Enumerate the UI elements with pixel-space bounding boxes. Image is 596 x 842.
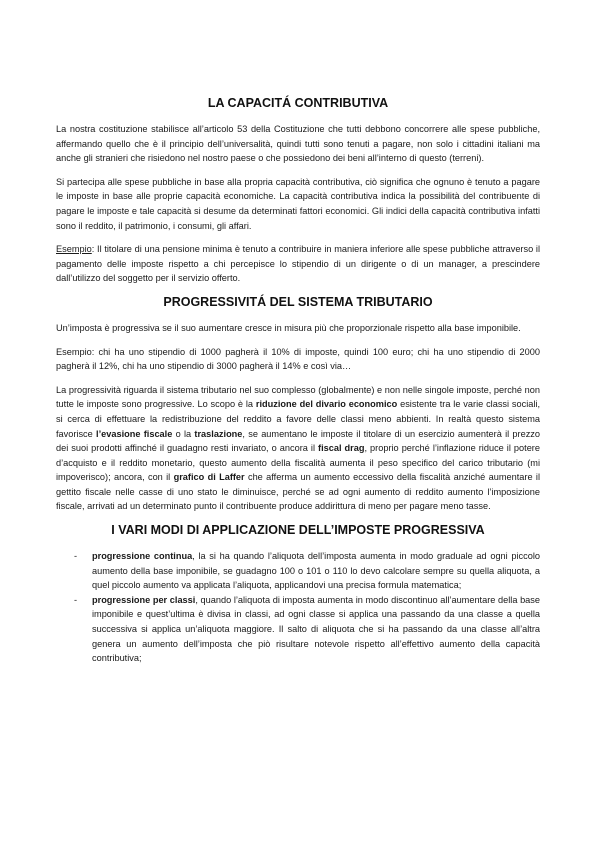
bold-term-laffer: grafico di Laffer bbox=[173, 472, 245, 483]
section-heading-progressivita: PROGRESSIVITÁ DEL SISTEMA TRIBUTARIO bbox=[163, 294, 433, 309]
list-item bbox=[56, 593, 540, 666]
bold-term-divario: riduzione del divario economico bbox=[255, 399, 398, 410]
list-item bbox=[56, 549, 540, 593]
text-run: , se aumentano le imposte il titolare di un esercizio aumenterà il prezzo dei suoi prodotti affinché il guadagno resti invariato, o ancora il bbox=[56, 428, 540, 454]
paragraph-esempio-pensione bbox=[56, 242, 540, 286]
text-run: che afferma un aumento eccessivo della fiscalità anziché aumentare il gettito fiscale nelle casse di uno stato le diminuisce, perché se ad ogni aumento di reddito aumento l’imposizione fiscale, arrivati ad un determinato punto il contribuente produce addirittura di meno per pagare meno tasse. bbox=[56, 472, 540, 512]
bold-term-evasione: l’evasione fiscale bbox=[96, 428, 173, 439]
text-run: La progressività riguarda il sistema tributario nel suo complesso (globalmente) e non nelle singole imposte, perché non tutte le imposte sono progressive. Lo scopo è la bbox=[56, 384, 540, 410]
text-run: o la bbox=[172, 428, 195, 439]
page-title: LA CAPACITÁ CONTRIBUTIVA bbox=[207, 96, 389, 110]
bold-term-traslazione: traslazione bbox=[194, 428, 243, 439]
paragraph-art53: La nostra costituzione stabilisce all’articolo 53 della Costituzione che tutti debbono concorrere alle spese pubbliche, affermando quello che è il principio dell’universalità, quindi tutti sono tenuti a pagare, non solo i cittadini italiani ma anche gli stranieri che risiedono nel nostro paese o che possiedono dei beni all’interno di questo (terreni). bbox=[56, 124, 540, 164]
paragraph-capacita: Si partecipa alle spese pubbliche in base alla propria capacità contributiva, ciò significa che ognuno è tenuto a pagare le imposte in base alle proprie capacità economiche. La capacità contributiva indica la possibilità del contribuente di pagare le imposte e tale capacità si desume da determinati fattori economici. Gli indici della capacità contributiva infatti sono il reddito, il patrimonio, i consumi, gli affari. bbox=[56, 176, 540, 231]
bold-term-fiscal-drag: fiscal drag bbox=[318, 443, 365, 454]
paragraph-progressivita-sistema bbox=[56, 383, 540, 514]
paragraph-esempio-stipendio: Esempio: chi ha uno stipendio di 1000 pagherà il 10% di imposte, quindi 100 euro; chi ha uno stipendio di 2000 pagherà il 12%, chi ha uno stipendio di 3000 pagherà il 14% e così via… bbox=[56, 346, 540, 372]
list-dash: - bbox=[74, 551, 78, 562]
progression-list bbox=[56, 549, 540, 666]
list-dash: - bbox=[74, 594, 78, 605]
paragraph-imposta-progressiva: Un’imposta è progressiva se il suo aumentare cresce in misura più che proporzionale rispetto alla base imponibile. bbox=[56, 322, 521, 333]
section-heading-modi-applicazione: I VARI MODI DI APPLICAZIONE DELL’IMPOSTE PROGRESSIVA bbox=[111, 523, 485, 538]
list-item-text: , la si ha quando l’aliquota dell’imposta aumenta in modo graduale ad ogni piccolo aumento della base imponibile, se guadagno 100 o 101 o 110 lo devo calcolare sempre su quella aliquota, a quel piccolo aumento va applicata l’aliquota, applicandovi una precisa formula matematica; bbox=[92, 551, 540, 591]
list-item-text: , quando l’aliquota di imposta aumenta in modo discontinuo all’aumentare della base imponibile e quest’ultima è divisa in classi, ad ogni classe si applica una passando da una classe a quella successiva si applica un’aliquota maggiore. Il salto di aliquota che si ha passando da una classe all’altra genera un aumento dell’imposta che piò risultare notevole rispetto all’effettivo aumento della capacità contributiva; bbox=[92, 594, 540, 664]
esempio-label: Esempio bbox=[56, 244, 92, 255]
text-run: , proprio perché l’inflazione riduce il potere d’acquisto e il reddito monetario, questo aumento della fiscalità aumenta il peso specifico del carico tributario (mi impoverisco); ancora, con il bbox=[56, 443, 540, 483]
esempio-text: : Il titolare di una pensione minima è tenuto a contribuire in maniera inferiore alle spese pubbliche attraverso il pagamento delle imposte rispetto a chi percepisce lo stipendio di un dirigente o di un manager, a prescindere dall’utilizzo del soggetto per il servizio offerto. bbox=[56, 244, 540, 284]
text-run: esistente tra le varie classi sociali, si cerca di effettuare la redistribuzione del reddito a favore delle classi meno abbienti. In realtà questo sistema favorisce bbox=[56, 399, 540, 439]
list-item-term: progressione continua bbox=[92, 551, 193, 562]
list-item-term: progressione per classi bbox=[92, 594, 196, 605]
